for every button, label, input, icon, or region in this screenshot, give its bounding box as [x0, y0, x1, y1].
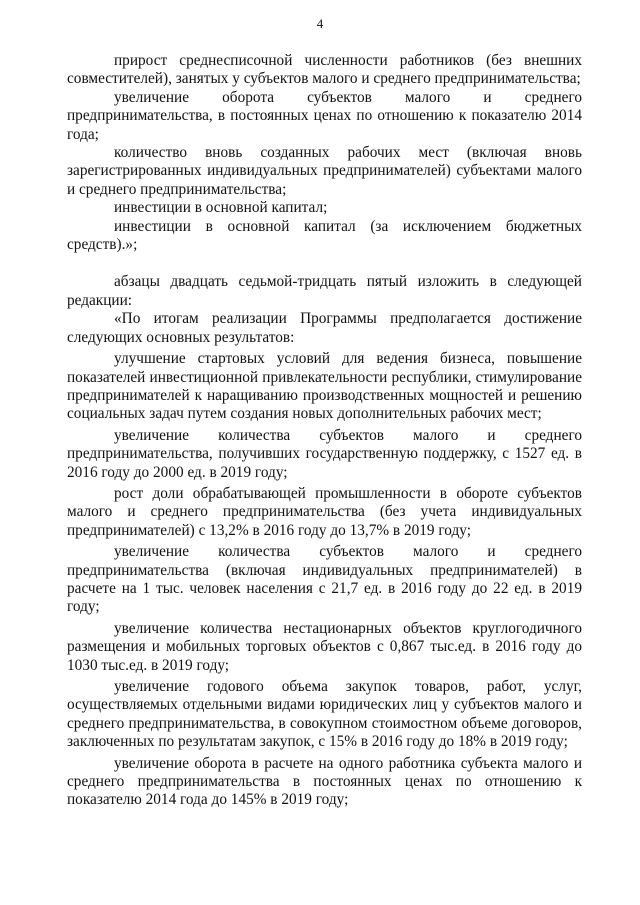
paragraph-procurement-volume: увеличение годового объема закупок товаров, работ, услуг, осуществляемых отдельными видами юридических лиц у субъектов малого и среднего предпринимательства, в совокупном стоимостном объеме договоров, заключенных по результатам закупок, с 15% в 2016 году до 18% в 2019 году; [67, 678, 582, 751]
paragraph-investment: инвестиции в основной капитал; [114, 199, 328, 217]
paragraph-amendment-instruction: абзацы двадцать седьмой-тридцать пятый изложить в следующей редакции: [67, 273, 582, 309]
paragraph-retail-objects: увеличение количества нестационарных объектов круглогодичного размещения и мобильных торговых объектов с 0,867 тыс.ед. в 2016 году до 1030 тыс.ед. в 2019 году; [67, 619, 582, 674]
paragraph-new-jobs: количество вновь созданных рабочих мест (включая вновь зарегистрированных индивидуальных предпринимателей) субъектами малого и среднего предпринимательства; [67, 144, 582, 198]
page-number: 4 [316, 16, 324, 31]
paragraph-entities-per-capita: увеличение количества субъектов малого и среднего предпринимательства (включая индивидуальных предпринимателей) в расчете на 1 тыс. человек населения с 21,7 ед. в 2016 году до 22 ед. в 2019 году; [67, 543, 582, 616]
document-body [67, 52, 582, 813]
paragraph-investment-excl-budget: инвестиции в основной капитал (за исключением бюджетных средств).»; [67, 217, 582, 254]
paragraph-turnover-growth: увеличение оборота субъектов малого и среднего предпринимательства, в постоянных ценах по отношению к показателю 2014 года; [67, 88, 582, 143]
paragraph-results-intro: «По итогам реализации Программы предполагается достижение следующих основных результатов: [67, 310, 582, 346]
paragraph-turnover-per-worker: увеличение оборота в расчете на одного работника субъекта малого и среднего предпринимательства в постоянных ценах по отношению к показателю 2014 года до 145% в 2019 году; [67, 754, 582, 809]
paragraph-business-conditions: улучшение стартовых условий для ведения бизнеса, повышение показателей инвестиционной привлекательности республики, стимулирование предпринимателей к наращиванию производственных мощностей и решению социальных задач путем создания новых дополнительных рабочих мест; [67, 350, 582, 423]
paragraph-headcount-growth: прирост среднесписочной численности работников (без внешних совместителей), занятых у субъектов малого и среднего предпринимательства; [67, 52, 582, 88]
paragraph-manufacturing-share: рост доли обрабатывающей промышленности в обороте субъектов малого и среднего предпринимательства (без учета индивидуальных предпринимателей) с 13,2% в 2016 году до 13,7% в 2019 году; [67, 484, 582, 539]
paragraph-supported-entities: увеличение количества субъектов малого и среднего предпринимательства, получивших государственную поддержку, с 1527 ед. в 2016 году до 2000 ед. в 2019 году; [67, 426, 582, 481]
